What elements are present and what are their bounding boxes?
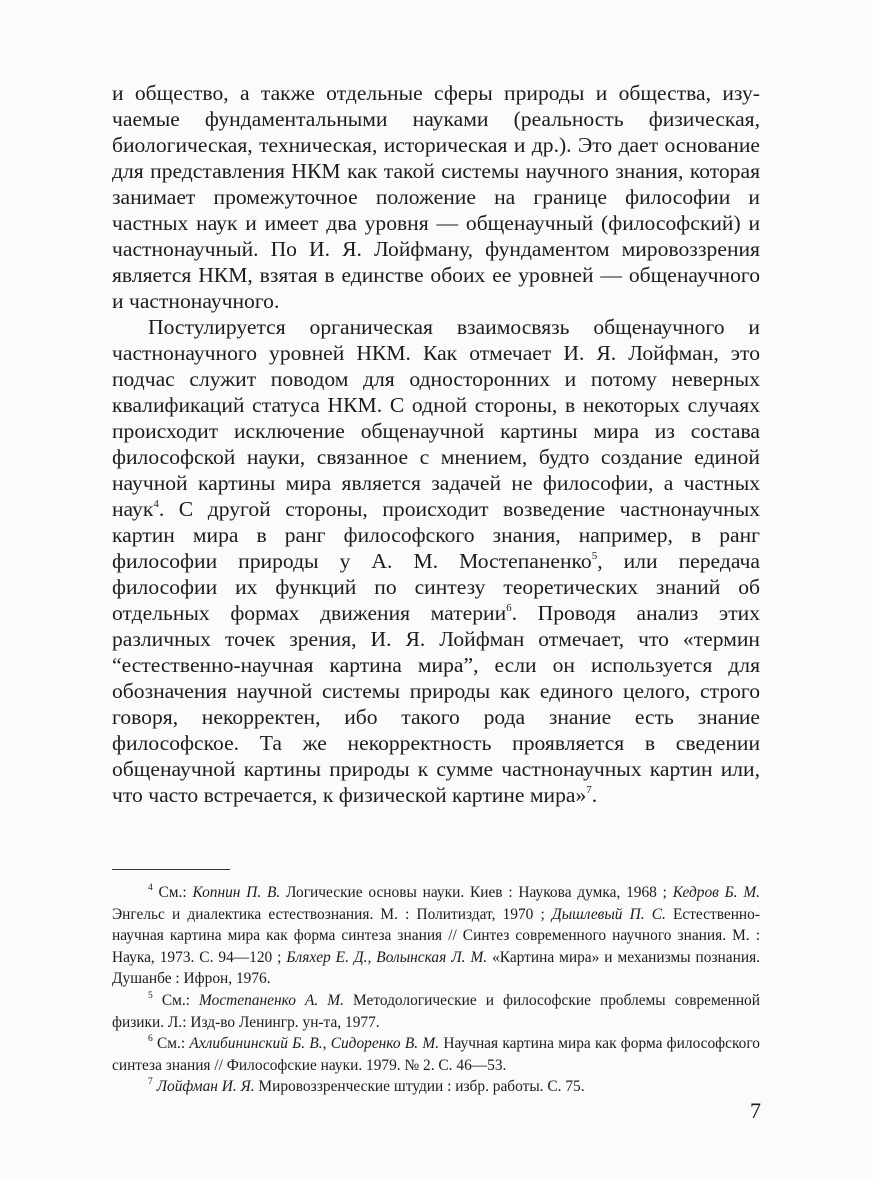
footnote-text: «Картина мира» и механизмы познания. Душанбе : Ифрон, 1976.: [112, 948, 760, 988]
footnote-text: См.:: [152, 884, 193, 901]
footnote-ref-6: 6: [506, 601, 512, 614]
footnote-7-number: 7: [148, 1077, 153, 1088]
footnote-ref-4: 4: [153, 497, 159, 510]
footnote-author: Копнин П. В.: [192, 884, 281, 901]
paragraph-2-text-e: .: [591, 783, 598, 807]
paragraph-2: [112, 314, 760, 808]
footnote-ref-7: 7: [586, 783, 592, 796]
footnote-author: Дышлевый П. С.: [551, 905, 666, 923]
footnote-text: См.:: [152, 1035, 190, 1053]
footnote-text: Мировоззренческие штудии : избр. работы. С. 75.: [254, 1078, 585, 1096]
paragraph-2-text-c: , или передача философии их функций по синтезу теоретических знаний об отдельных формах движения материи: [112, 549, 760, 625]
footnote-author: Мостепаненко А. М.: [199, 991, 344, 1009]
main-text: [112, 80, 760, 808]
paragraph-2-text-b: . С другой стороны, происходит возведение частнонаучных картин мира в ранг философского знания, например, в ранг философии природы у А. М. Мостепаненко: [112, 497, 760, 573]
footnote-ref-5: 5: [591, 549, 598, 562]
footnote-6-number: 6: [148, 1034, 153, 1045]
footnote-author: Кедров Б. М.: [672, 884, 760, 901]
footnote-4: [112, 882, 760, 990]
footnote-text: Логические основы науки. Киев : Наукова думка, 1968 ;: [280, 884, 673, 901]
footnote-divider: [112, 869, 230, 870]
footnote-text: Энгельс и диалектика естествознания. М. : Политиздат, 1970 ;: [112, 905, 552, 923]
paragraph-2-text-d: . Проводя анализ этих различных точек зрения, И. Я. Лойфман отмечает, что «термин “естественно-научная картина мира”, если он используется для обозначения научной системы природы как единого целого, строго говоря, некорректен, ибо такого рода знание есть знание философское. Та же некорректность проявляется в сведении общенаучной картины природы к сумме частнонаучных картин или, что часто встречается, к физической картине мира»: [112, 601, 760, 807]
footnote-text: Методологические и философские проблемы современной физики. Л.: Изд-во Ленингр. ун-та, 1977.: [112, 991, 760, 1031]
footnote-text: Естественно-научная картина мира как форма синтеза знания // Синтез современного научного знания. М. : Наука, 1973. С. 94—120 ;: [112, 905, 760, 966]
paragraph-2-text-a: Постулируется органическая взаимосвязь общенаучного и частнонаучного уровней НКМ. Как отмечает И. Я. Лойфман, это подчас служит поводом для односторонних и потому неверных квалификаций статуса НКМ. С одной стороны, в некоторых случаях происходит исключение общенаучной картины мира из состава философской науки, связанное с мнением, будто создание единой научной картины мира является задачей не философии, а частных наук: [112, 315, 760, 521]
footnote-7: [112, 1076, 760, 1098]
footnote-5: [112, 990, 760, 1033]
footnote-5-number: 5: [148, 990, 153, 1001]
footnote-author: Бляхер Е. Д., Волынская Л. М.: [286, 948, 488, 966]
page-number: 7: [750, 1098, 761, 1123]
footnote-author: Лойфман И. Я.: [156, 1078, 255, 1096]
footnote-text: См.:: [152, 991, 200, 1009]
footnote-6: [112, 1033, 760, 1076]
footnotes: [112, 882, 760, 1098]
footnote-4-number: 4: [148, 882, 153, 893]
paragraph-1: [112, 80, 760, 314]
footnote-text: Научная картина мира как форма философского синтеза знания // Философские науки. 1979. № 2. С. 46—53.: [112, 1035, 760, 1074]
paragraph-1-text: и общество, а также отдельные сферы природы и общества, изучаемые фундаментальными науками (реальность физическая, биологическая, техническая, историческая и др.). Это дает основание для представления НКМ как такой системы научного знания, которая занимает промежуточное положение на границе философии и частных наук и имеет два уровня — общенаучный (философский) и частнонаучный. По И. Я. Лойфману, фундаментом мировоззрения является НКМ, взятая в единстве обоих ее уровней — общенаучного и частнонаучного.: [112, 81, 760, 313]
footnote-author: Ахлибининский Б. В., Сидоренко В. М.: [189, 1035, 440, 1053]
